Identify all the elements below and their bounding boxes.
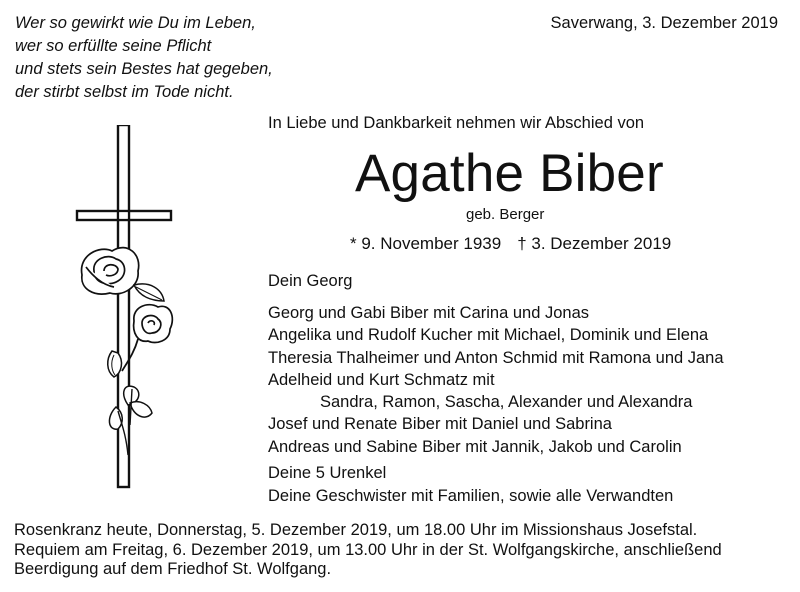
family-line: Andreas und Sabine Biber mit Jannik, Jakob und Carolin [268,437,682,456]
notice-line: Beerdigung auf dem Friedhof St. Wolfgang. [14,560,332,578]
service-notice [14,521,722,580]
spouse-signoff: Dein Georg [268,272,353,290]
death-date: † 3. Dezember 2019 [517,234,672,253]
notice-line: Rosenkranz heute, Donnerstag, 5. Dezember 2019, um 18.00 Uhr im Missionshaus Josefstal. [14,521,698,539]
place-and-date: Saverwang, 3. Dezember 2019 [550,14,778,32]
family-line: Deine Geschwister mit Familien, sowie alle Verwandten [268,486,674,505]
family-list [268,302,724,458]
intro-line: In Liebe und Dankbarkeit nehmen wir Abschied von [268,114,645,132]
poem-line: wer so erfüllte seine Pflicht [15,37,212,55]
life-dates [350,234,671,254]
poem-line: Wer so gewirkt wie Du im Leben, [15,14,256,32]
poem-line: der stirbt selbst im Tode nicht. [15,83,234,101]
cross-with-roses-icon [72,125,182,495]
family-line: Deine 5 Urenkel [268,464,387,482]
poem-line: und stets sein Bestes hat gegeben, [15,60,273,78]
family-line: Adelheid und Kurt Schmatz mit [268,370,495,389]
memorial-poem [15,12,273,104]
family-line: Angelika und Rudolf Kucher mit Michael, Dominik und Elena [268,326,709,345]
family-line: Georg und Gabi Biber mit Carina und Jonas [268,304,590,322]
birth-date: * 9. November 1939 [350,234,502,253]
extended-family [268,462,673,507]
family-line: Theresia Thalheimer und Anton Schmid mit Ramona und Jana [268,348,724,367]
notice-line: Requiem am Freitag, 6. Dezember 2019, um 13.00 Uhr in der St. Wolfgangskirche, anschließend [14,540,722,559]
family-line: Sandra, Ramon, Sascha, Alexander und Alexandra [320,393,693,412]
family-line: Josef und Renate Biber mit Daniel und Sabrina [268,415,612,434]
maiden-name: geb. Berger [466,206,545,223]
deceased-name: Agathe Biber [355,144,664,203]
